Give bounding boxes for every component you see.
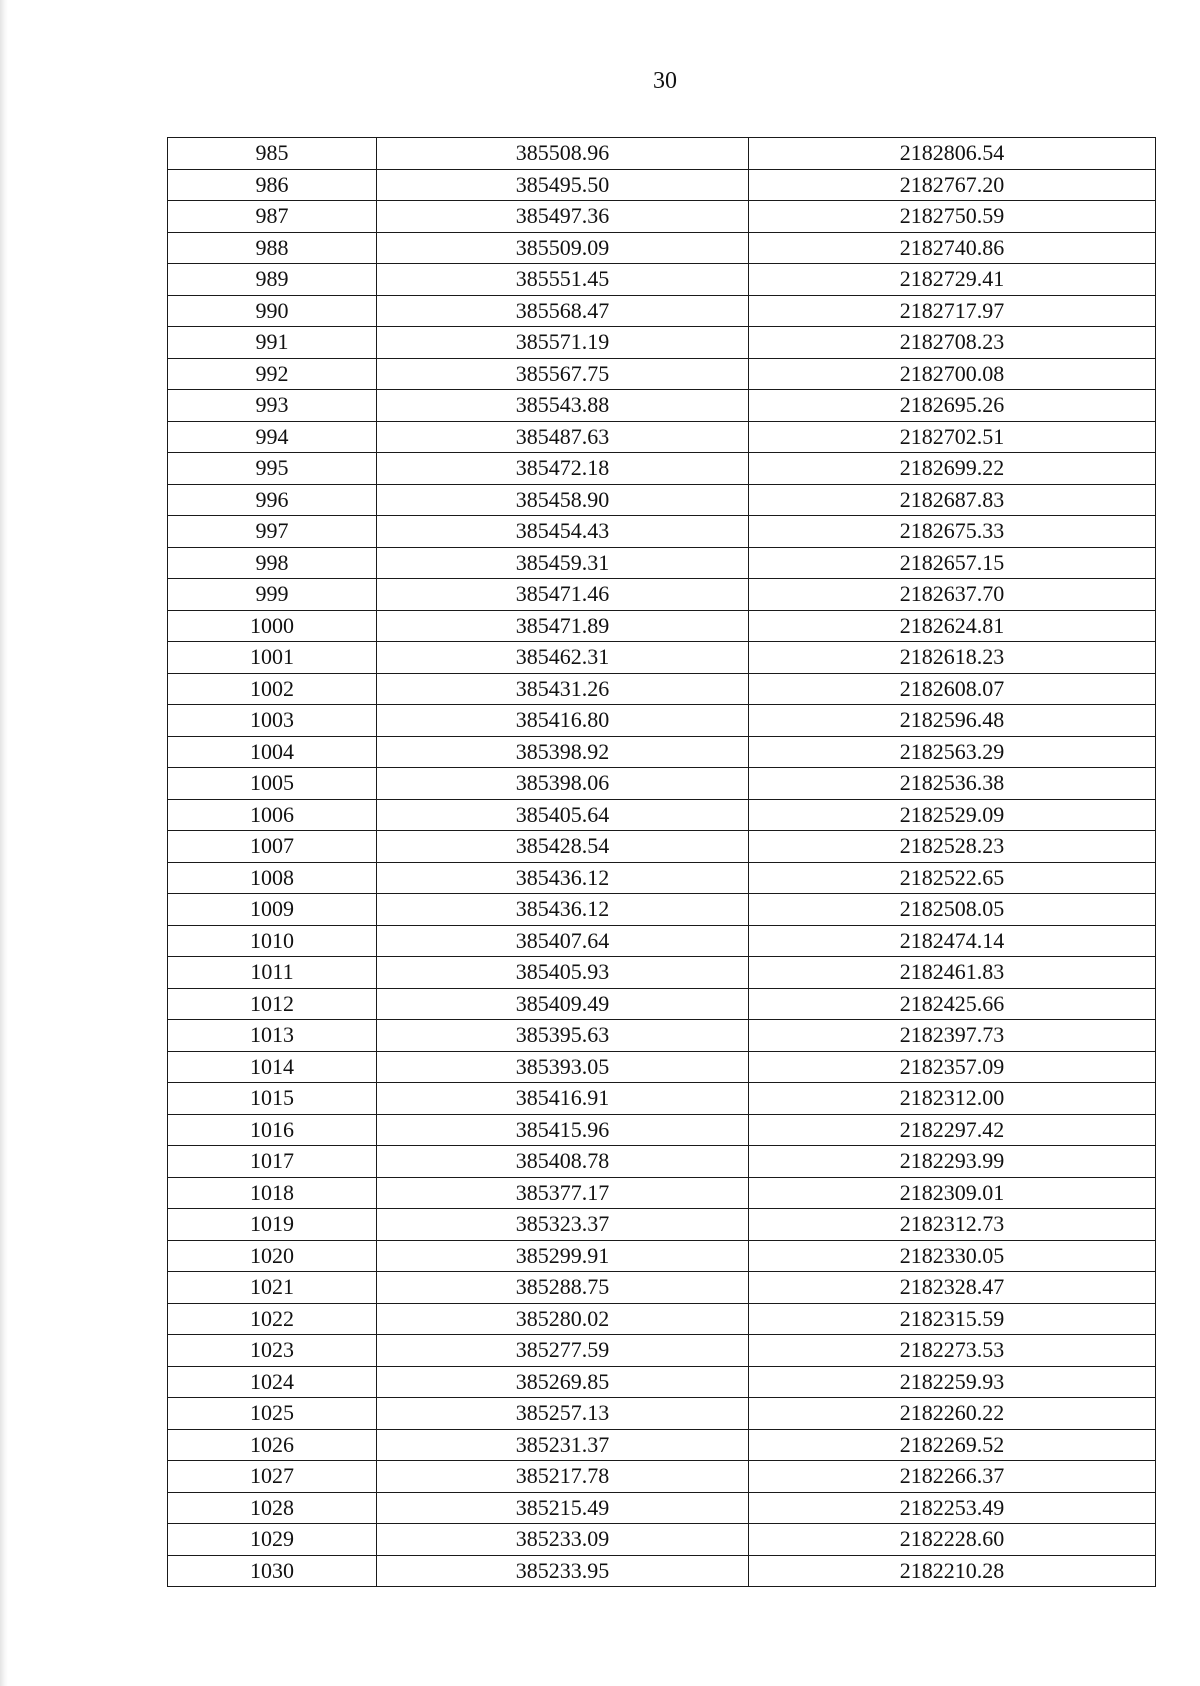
x-coordinate-cell: 385472.18 bbox=[377, 453, 749, 485]
point-number-cell: 997 bbox=[168, 516, 377, 548]
point-number-cell: 992 bbox=[168, 358, 377, 390]
point-number-cell: 1013 bbox=[168, 1020, 377, 1052]
table-row bbox=[168, 1366, 1156, 1398]
x-coordinate-cell: 385495.50 bbox=[377, 169, 749, 201]
y-coordinate-cell: 2182508.05 bbox=[749, 894, 1156, 926]
point-number-cell: 1023 bbox=[168, 1335, 377, 1367]
x-coordinate-cell: 385398.06 bbox=[377, 768, 749, 800]
table-row bbox=[168, 516, 1156, 548]
x-coordinate-cell: 385428.54 bbox=[377, 831, 749, 863]
point-number-cell: 1026 bbox=[168, 1429, 377, 1461]
y-coordinate-cell: 2182357.09 bbox=[749, 1051, 1156, 1083]
point-number-cell: 989 bbox=[168, 264, 377, 296]
x-coordinate-cell: 385398.92 bbox=[377, 736, 749, 768]
y-coordinate-cell: 2182699.22 bbox=[749, 453, 1156, 485]
point-number-cell: 1028 bbox=[168, 1492, 377, 1524]
point-number-cell: 1021 bbox=[168, 1272, 377, 1304]
y-coordinate-cell: 2182259.93 bbox=[749, 1366, 1156, 1398]
point-number-cell: 987 bbox=[168, 201, 377, 233]
x-coordinate-cell: 385487.63 bbox=[377, 421, 749, 453]
x-coordinate-cell: 385459.31 bbox=[377, 547, 749, 579]
y-coordinate-cell: 2182637.70 bbox=[749, 579, 1156, 611]
y-coordinate-cell: 2182618.23 bbox=[749, 642, 1156, 674]
x-coordinate-cell: 385436.12 bbox=[377, 862, 749, 894]
x-coordinate-cell: 385408.78 bbox=[377, 1146, 749, 1178]
y-coordinate-cell: 2182309.01 bbox=[749, 1177, 1156, 1209]
table-row bbox=[168, 736, 1156, 768]
point-number-cell: 1014 bbox=[168, 1051, 377, 1083]
point-number-cell: 1022 bbox=[168, 1303, 377, 1335]
y-coordinate-cell: 2182717.97 bbox=[749, 295, 1156, 327]
x-coordinate-cell: 385269.85 bbox=[377, 1366, 749, 1398]
x-coordinate-cell: 385471.89 bbox=[377, 610, 749, 642]
x-coordinate-cell: 385471.46 bbox=[377, 579, 749, 611]
y-coordinate-cell: 2182608.07 bbox=[749, 673, 1156, 705]
x-coordinate-cell: 385233.09 bbox=[377, 1524, 749, 1556]
point-number-cell: 1009 bbox=[168, 894, 377, 926]
table-row bbox=[168, 327, 1156, 359]
y-coordinate-cell: 2182596.48 bbox=[749, 705, 1156, 737]
x-coordinate-cell: 385454.43 bbox=[377, 516, 749, 548]
point-number-cell: 986 bbox=[168, 169, 377, 201]
table-row bbox=[168, 390, 1156, 422]
y-coordinate-cell: 2182522.65 bbox=[749, 862, 1156, 894]
point-number-cell: 1008 bbox=[168, 862, 377, 894]
x-coordinate-cell: 385509.09 bbox=[377, 232, 749, 264]
point-number-cell: 1006 bbox=[168, 799, 377, 831]
table-row bbox=[168, 358, 1156, 390]
point-number-cell: 1029 bbox=[168, 1524, 377, 1556]
y-coordinate-cell: 2182687.83 bbox=[749, 484, 1156, 516]
y-coordinate-cell: 2182461.83 bbox=[749, 957, 1156, 989]
coordinate-table bbox=[167, 137, 1156, 1587]
y-coordinate-cell: 2182563.29 bbox=[749, 736, 1156, 768]
y-coordinate-cell: 2182729.41 bbox=[749, 264, 1156, 296]
y-coordinate-cell: 2182700.08 bbox=[749, 358, 1156, 390]
table-row bbox=[168, 169, 1156, 201]
table-row bbox=[168, 1051, 1156, 1083]
x-coordinate-cell: 385571.19 bbox=[377, 327, 749, 359]
y-coordinate-cell: 2182210.28 bbox=[749, 1555, 1156, 1587]
table-row bbox=[168, 1461, 1156, 1493]
table-row bbox=[168, 295, 1156, 327]
x-coordinate-cell: 385416.80 bbox=[377, 705, 749, 737]
table-row bbox=[168, 642, 1156, 674]
point-number-cell: 991 bbox=[168, 327, 377, 359]
table-row bbox=[168, 988, 1156, 1020]
y-coordinate-cell: 2182740.86 bbox=[749, 232, 1156, 264]
y-coordinate-cell: 2182529.09 bbox=[749, 799, 1156, 831]
table-row bbox=[168, 264, 1156, 296]
y-coordinate-cell: 2182750.59 bbox=[749, 201, 1156, 233]
page-number: 30 bbox=[653, 68, 677, 94]
y-coordinate-cell: 2182767.20 bbox=[749, 169, 1156, 201]
point-number-cell: 1024 bbox=[168, 1366, 377, 1398]
x-coordinate-cell: 385462.31 bbox=[377, 642, 749, 674]
y-coordinate-cell: 2182253.49 bbox=[749, 1492, 1156, 1524]
point-number-cell: 1011 bbox=[168, 957, 377, 989]
table-row bbox=[168, 1335, 1156, 1367]
point-number-cell: 985 bbox=[168, 138, 377, 170]
x-coordinate-cell: 385395.63 bbox=[377, 1020, 749, 1052]
x-coordinate-cell: 385508.96 bbox=[377, 138, 749, 170]
x-coordinate-cell: 385568.47 bbox=[377, 295, 749, 327]
table-row bbox=[168, 862, 1156, 894]
table-row bbox=[168, 1083, 1156, 1115]
table-row bbox=[168, 925, 1156, 957]
y-coordinate-cell: 2182312.73 bbox=[749, 1209, 1156, 1241]
point-number-cell: 1019 bbox=[168, 1209, 377, 1241]
table-row bbox=[168, 610, 1156, 642]
point-number-cell: 1007 bbox=[168, 831, 377, 863]
table-row bbox=[168, 1146, 1156, 1178]
x-coordinate-cell: 385436.12 bbox=[377, 894, 749, 926]
point-number-cell: 1002 bbox=[168, 673, 377, 705]
table-row bbox=[168, 201, 1156, 233]
x-coordinate-cell: 385551.45 bbox=[377, 264, 749, 296]
table-row bbox=[168, 1398, 1156, 1430]
y-coordinate-cell: 2182708.23 bbox=[749, 327, 1156, 359]
point-number-cell: 1020 bbox=[168, 1240, 377, 1272]
point-number-cell: 1003 bbox=[168, 705, 377, 737]
y-coordinate-cell: 2182228.60 bbox=[749, 1524, 1156, 1556]
x-coordinate-cell: 385405.64 bbox=[377, 799, 749, 831]
table-row bbox=[168, 1209, 1156, 1241]
table-row bbox=[168, 1524, 1156, 1556]
point-number-cell: 993 bbox=[168, 390, 377, 422]
table-row bbox=[168, 1555, 1156, 1587]
x-coordinate-cell: 385409.49 bbox=[377, 988, 749, 1020]
table-row bbox=[168, 1429, 1156, 1461]
x-coordinate-cell: 385415.96 bbox=[377, 1114, 749, 1146]
table-row bbox=[168, 1272, 1156, 1304]
x-coordinate-cell: 385458.90 bbox=[377, 484, 749, 516]
y-coordinate-cell: 2182702.51 bbox=[749, 421, 1156, 453]
table-row bbox=[168, 768, 1156, 800]
y-coordinate-cell: 2182297.42 bbox=[749, 1114, 1156, 1146]
point-number-cell: 1015 bbox=[168, 1083, 377, 1115]
coordinate-table-body bbox=[168, 138, 1156, 1587]
table-row bbox=[168, 421, 1156, 453]
y-coordinate-cell: 2182328.47 bbox=[749, 1272, 1156, 1304]
point-number-cell: 1018 bbox=[168, 1177, 377, 1209]
table-row bbox=[168, 138, 1156, 170]
scan-edge-shadow bbox=[0, 0, 8, 1686]
x-coordinate-cell: 385280.02 bbox=[377, 1303, 749, 1335]
y-coordinate-cell: 2182474.14 bbox=[749, 925, 1156, 957]
point-number-cell: 1030 bbox=[168, 1555, 377, 1587]
table-row bbox=[168, 1492, 1156, 1524]
y-coordinate-cell: 2182260.22 bbox=[749, 1398, 1156, 1430]
point-number-cell: 990 bbox=[168, 295, 377, 327]
table-row bbox=[168, 894, 1156, 926]
x-coordinate-cell: 385323.37 bbox=[377, 1209, 749, 1241]
table-row bbox=[168, 484, 1156, 516]
table-row bbox=[168, 957, 1156, 989]
table-row bbox=[168, 1303, 1156, 1335]
table-row bbox=[168, 232, 1156, 264]
table-row bbox=[168, 453, 1156, 485]
point-number-cell: 1025 bbox=[168, 1398, 377, 1430]
y-coordinate-cell: 2182330.05 bbox=[749, 1240, 1156, 1272]
y-coordinate-cell: 2182269.52 bbox=[749, 1429, 1156, 1461]
x-coordinate-cell: 385543.88 bbox=[377, 390, 749, 422]
x-coordinate-cell: 385288.75 bbox=[377, 1272, 749, 1304]
table-row bbox=[168, 1114, 1156, 1146]
x-coordinate-cell: 385393.05 bbox=[377, 1051, 749, 1083]
x-coordinate-cell: 385233.95 bbox=[377, 1555, 749, 1587]
table-row bbox=[168, 799, 1156, 831]
table-row bbox=[168, 673, 1156, 705]
x-coordinate-cell: 385416.91 bbox=[377, 1083, 749, 1115]
x-coordinate-cell: 385277.59 bbox=[377, 1335, 749, 1367]
point-number-cell: 1010 bbox=[168, 925, 377, 957]
x-coordinate-cell: 385405.93 bbox=[377, 957, 749, 989]
x-coordinate-cell: 385497.36 bbox=[377, 201, 749, 233]
point-number-cell: 1012 bbox=[168, 988, 377, 1020]
x-coordinate-cell: 385257.13 bbox=[377, 1398, 749, 1430]
y-coordinate-cell: 2182397.73 bbox=[749, 1020, 1156, 1052]
point-number-cell: 996 bbox=[168, 484, 377, 516]
y-coordinate-cell: 2182624.81 bbox=[749, 610, 1156, 642]
point-number-cell: 1000 bbox=[168, 610, 377, 642]
point-number-cell: 995 bbox=[168, 453, 377, 485]
y-coordinate-cell: 2182657.15 bbox=[749, 547, 1156, 579]
x-coordinate-cell: 385231.37 bbox=[377, 1429, 749, 1461]
y-coordinate-cell: 2182425.66 bbox=[749, 988, 1156, 1020]
x-coordinate-cell: 385407.64 bbox=[377, 925, 749, 957]
x-coordinate-cell: 385215.49 bbox=[377, 1492, 749, 1524]
point-number-cell: 998 bbox=[168, 547, 377, 579]
table-row bbox=[168, 705, 1156, 737]
point-number-cell: 1027 bbox=[168, 1461, 377, 1493]
point-number-cell: 988 bbox=[168, 232, 377, 264]
y-coordinate-cell: 2182312.00 bbox=[749, 1083, 1156, 1115]
y-coordinate-cell: 2182266.37 bbox=[749, 1461, 1156, 1493]
point-number-cell: 1004 bbox=[168, 736, 377, 768]
point-number-cell: 1017 bbox=[168, 1146, 377, 1178]
x-coordinate-cell: 385299.91 bbox=[377, 1240, 749, 1272]
y-coordinate-cell: 2182536.38 bbox=[749, 768, 1156, 800]
table-row bbox=[168, 1177, 1156, 1209]
table-row bbox=[168, 831, 1156, 863]
y-coordinate-cell: 2182293.99 bbox=[749, 1146, 1156, 1178]
x-coordinate-cell: 385217.78 bbox=[377, 1461, 749, 1493]
table-row bbox=[168, 1240, 1156, 1272]
y-coordinate-cell: 2182695.26 bbox=[749, 390, 1156, 422]
y-coordinate-cell: 2182806.54 bbox=[749, 138, 1156, 170]
table-row bbox=[168, 547, 1156, 579]
y-coordinate-cell: 2182675.33 bbox=[749, 516, 1156, 548]
x-coordinate-cell: 385567.75 bbox=[377, 358, 749, 390]
y-coordinate-cell: 2182315.59 bbox=[749, 1303, 1156, 1335]
point-number-cell: 1016 bbox=[168, 1114, 377, 1146]
x-coordinate-cell: 385431.26 bbox=[377, 673, 749, 705]
x-coordinate-cell: 385377.17 bbox=[377, 1177, 749, 1209]
table-row bbox=[168, 579, 1156, 611]
y-coordinate-cell: 2182273.53 bbox=[749, 1335, 1156, 1367]
table-row bbox=[168, 1020, 1156, 1052]
point-number-cell: 1005 bbox=[168, 768, 377, 800]
point-number-cell: 994 bbox=[168, 421, 377, 453]
y-coordinate-cell: 2182528.23 bbox=[749, 831, 1156, 863]
point-number-cell: 1001 bbox=[168, 642, 377, 674]
point-number-cell: 999 bbox=[168, 579, 377, 611]
